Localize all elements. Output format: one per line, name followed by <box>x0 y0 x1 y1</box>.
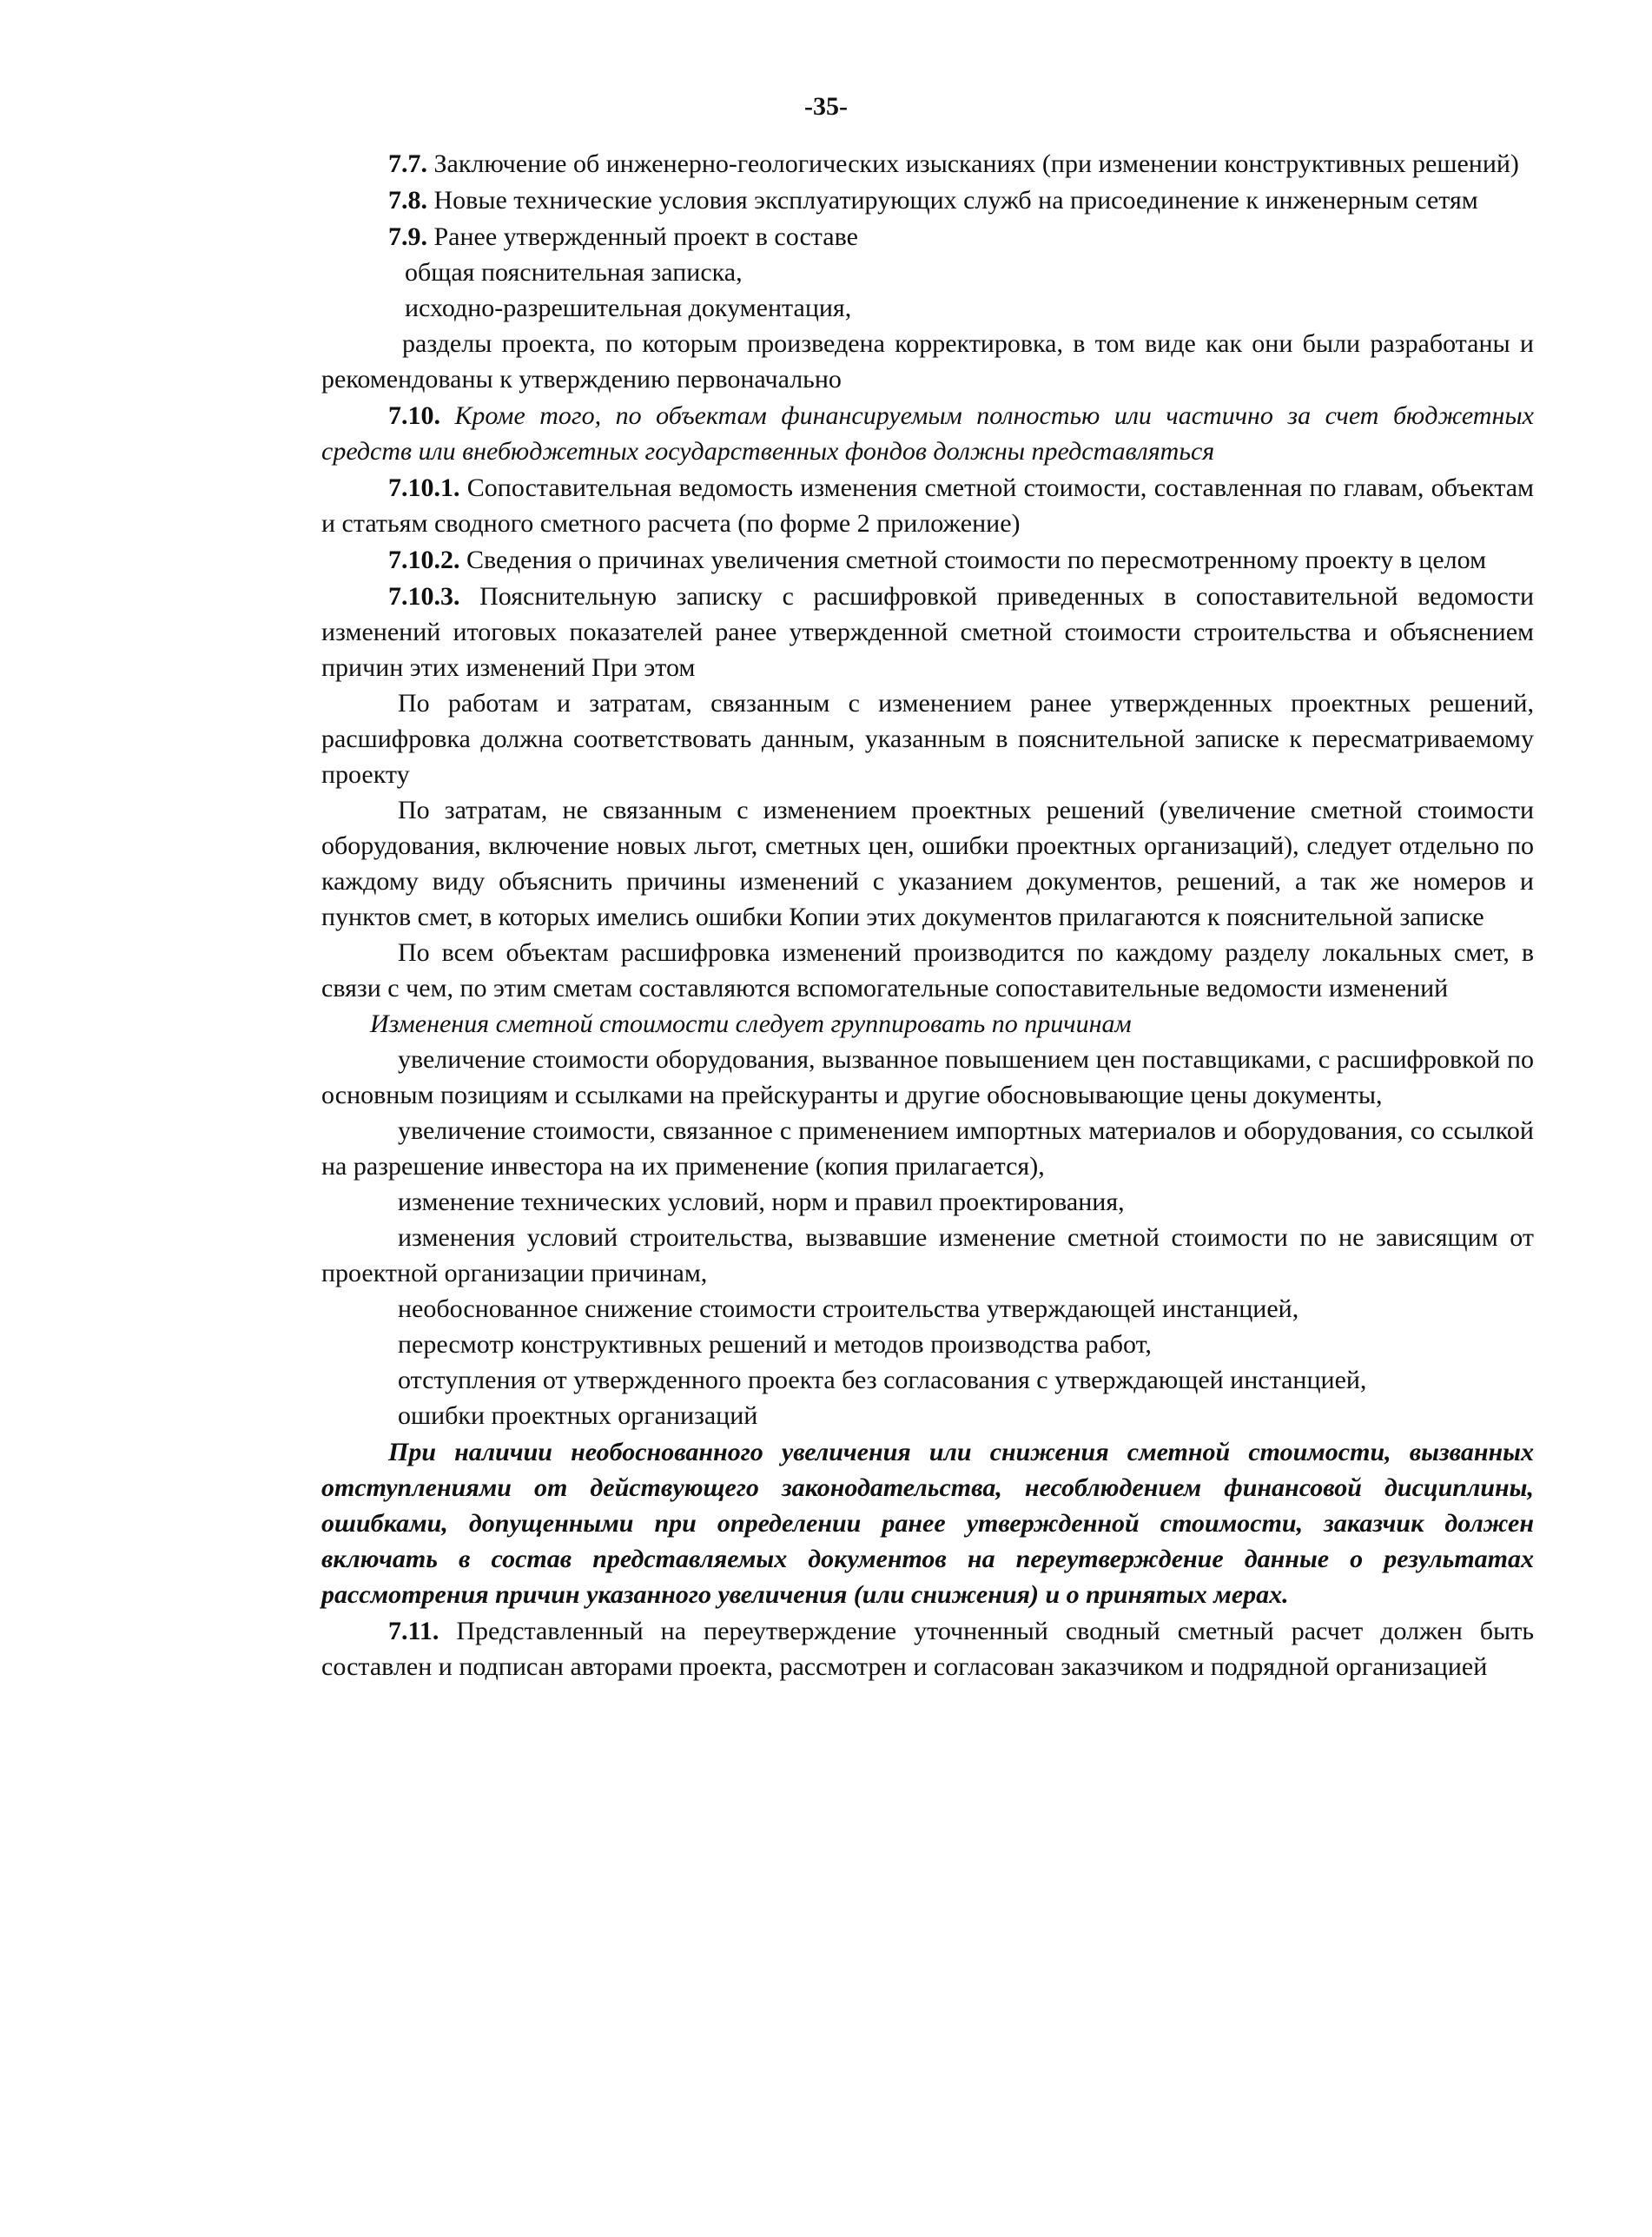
clause-number: 7.10.1. <box>388 473 460 502</box>
paragraph-7-10 <box>321 398 1534 469</box>
clause-number: 7.7. <box>388 149 427 178</box>
paragraph-text: Заключение об инженерно-геологических изысканиях (при изменении конструктивных решений) <box>427 149 1519 178</box>
clause-number: 7.10. <box>388 401 440 430</box>
document-body <box>321 146 1534 1684</box>
paragraph-text: Новые технические условия эксплуатирующих служб на присоединение к инженерным сетям <box>427 186 1478 215</box>
clause-number: 7.10.2. <box>388 546 460 574</box>
paragraph-7-10-1 <box>321 470 1534 541</box>
list-item: пересмотр конструктивных решений и методов производства работ, <box>398 1330 1152 1359</box>
list-item: увеличение стоимости оборудования, вызванное повышением цен поставщиками, с расшифровкой по основным позициям и ссылками на прейскуранты и другие обосновывающие цены документы, <box>321 1045 1534 1109</box>
list-item: исходно-разрешительная документация, <box>405 294 852 322</box>
paragraph-text: Ранее утвержденный проект в составе <box>427 222 858 251</box>
list-item: ошибки проектных организаций <box>398 1401 758 1430</box>
paragraph-7-10-3 <box>321 579 1534 685</box>
paragraph-text: Сведения о причинах увеличения сметной стоимости по пересмотренному проекту в целом <box>459 546 1487 574</box>
page-number: -35- <box>804 92 848 121</box>
paragraph-text: Сопоставительная ведомость изменения сметной стоимости, составленная по главам, объектам и статьям сводного сметного расчета (по форме 2 приложение) <box>321 473 1534 538</box>
list-item: необоснованное снижение стоимости строительства утверждающей инстанцией, <box>398 1294 1299 1323</box>
paragraph-heading: Изменения сметной стоимости следует группировать по причинам <box>370 1009 1132 1038</box>
paragraph-7-7 <box>321 146 1534 182</box>
list-item: разделы проекта, по которым произведена корректировка, в том виде как они были разработаны и рекомендованы к утверждению первоначально <box>321 329 1534 394</box>
paragraph: По работам и затратам, связанным с изменением ранее утвержденных проектных решений, расшифровка должна соответствовать данным, указанным в пояснительной записке к пересматриваемому проекту <box>321 689 1534 789</box>
paragraph: По затратам, не связанным с изменением проектных решений (увеличение сметной стоимости оборудования, включение новых льгот, сметных цен, ошибки проектных организаций), следует отдельно по каждому виду объяснить причины изменений с указанием документов, решений, а так же номеров и пунктов смет, в которых имелись ошибки Копии этих документов прилагаются к пояснительной записке <box>321 796 1534 931</box>
list-item: изменения условий строительства, вызвавшие изменение сметной стоимости по не зависящим от проектной организации причинам, <box>321 1223 1534 1287</box>
list-item: изменение технических условий, норм и правил проектирования, <box>398 1188 1125 1216</box>
clause-number: 7.11. <box>388 1617 439 1645</box>
clause-number: 7.10.3. <box>388 582 460 611</box>
paragraph-text: Представленный на переутверждение уточненный сводный сметный расчет должен быть составлен и подписан авторами проекта, рассмотрен и согласован заказчиком и подрядной организацией <box>321 1617 1534 1681</box>
paragraph-emphasis: При наличии необоснованного увеличения или снижения сметной стоимости, вызванных отступлениями от действующего законодательства, несоблюдением финансовой дисциплины, ошибками, допущенными при определении ранее утвержденной стоимости, заказчик должен включать в состав представляемых документов на переутверждение данные о результатах рассмотрения причин указанного увеличения (или снижения) и о принятых мерах. <box>321 1438 1534 1609</box>
list-item: отступления от утвержденного проекта без согласования с утверждающей инстанцией, <box>398 1366 1367 1394</box>
list-item: увеличение стоимости, связанное с применением импортных материалов и оборудования, со ссылкой на разрешение инвестора на их применение (копия прилагается), <box>321 1116 1534 1181</box>
clause-number: 7.9. <box>388 222 427 251</box>
paragraph-7-11 <box>321 1613 1534 1684</box>
list-item: общая пояснительная записка, <box>405 258 743 287</box>
paragraph: По всем объектам расшифровка изменений производится по каждому разделу локальных смет, в связи с чем, по этим сметам составляются вспомогательные сопоставительные ведомости изменений <box>321 938 1534 1003</box>
paragraph-7-9 <box>321 219 1534 255</box>
paragraph-text: Кроме того, по объектам финансируемым полностью или частично за счет бюджетных средств или внебюджетных государственных фондов должны представляться <box>321 401 1534 466</box>
paragraph-7-10-2 <box>321 542 1534 578</box>
paragraph-7-8 <box>321 182 1534 218</box>
clause-number: 7.8. <box>388 186 427 215</box>
paragraph-text: Пояснительную записку с расшифровкой приведенных в сопоставительной ведомости изменений итоговых показателей ранее утвержденной сметной стоимости строительства и объяснением причин этих изменений При этом <box>321 582 1534 682</box>
